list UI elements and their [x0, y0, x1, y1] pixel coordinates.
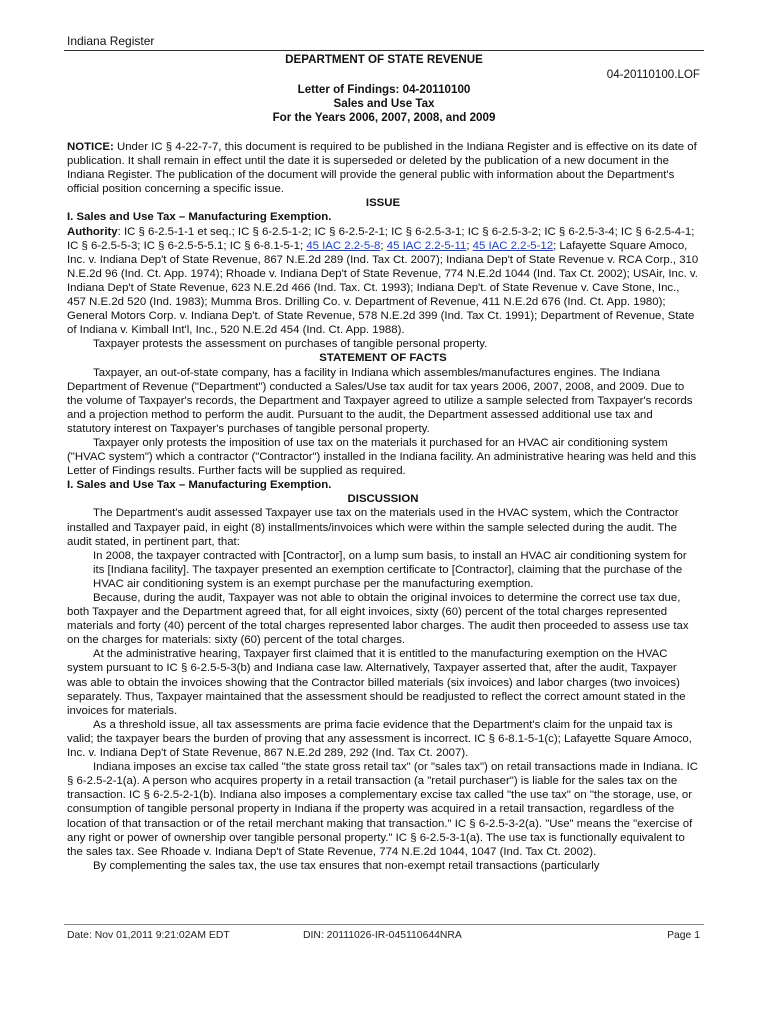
- discussion-heading: DISCUSSION: [347, 493, 419, 506]
- register-label: Indiana Register: [67, 34, 155, 48]
- tax-type-title: Sales and Use Tax: [333, 97, 435, 111]
- footer-rule: [64, 924, 704, 925]
- authority-text-pre: : IC § 6-2.5-1-1 et seq.; IC § 6-2.5-1-2; IC § 6-2.5-2-1; IC § 6-2.5-3-1; IC § 6-2.5-3-2; IC § 6-2.5-3-4; IC § 6-2.5-4-1; IC § 6-2.5-5-3; IC § 6-2.5-5-5.1; IC § 6-8.1-5-1;: [67, 225, 695, 252]
- footer-page-number: Page 1: [667, 930, 700, 941]
- authority-text-post: ; Lafayette Square Amoco, Inc. v. Indiana Dep't of State Revenue, 867 N.E.2d 289 (Ind. Tax Ct. 2007); Indiana Dep't of State Revenue v. RCA Corp., 310 N.E.2d 96 (Ind. Ct. App. 1974); Rhoade v. Indiana Dep't of State Revenue, 774 N.E.2d 1044 (Ind. Tax Ct. 2002); USAir, Inc. v. Indiana Dep't of State Revenue, 623 N.E.2d 466 (Ind. Tax. Ct. 1993); Indiana Dep't. of State Revenue v. Cave Stone, Inc., 457 N.E.2d 520 (Ind. 1983); Mumma Bros. Drilling Co. v. Department of Revenue, 411 N.E.2d 676 (Ind. Ct. App. 1980); General Motors Corp. v. Indiana Dep't. of State Revenue, 578 N.E.2d 399 (Ind. Tax Ct. 1991); Department of Revenue, State of Indiana v. Kimball Int'l, Inc., 520 N.E.2d 454 (Ind. Ct. App. 1988).: [67, 239, 699, 337]
- facts-heading: STATEMENT OF FACTS: [319, 352, 447, 365]
- issue-heading: ISSUE: [365, 197, 401, 210]
- link-45-iac-2-2-5-8[interactable]: 45 IAC 2.2-5-8: [306, 239, 381, 252]
- audit-quote: In 2008, the taxpayer contracted with [Contractor], on a lump sum basis, to install an HVAC air conditioning system for its [Indiana facility]. The taxpayer presented an exemption certificate to [Contractor], claiming that the purchase of the HVAC air conditioning system is an exempt purchase per the manufacturing exemption.: [93, 549, 687, 590]
- document-body: [67, 140, 699, 873]
- notice-label: NOTICE:: [67, 141, 114, 153]
- discussion-paragraph-4: As a threshold issue, all tax assessments are prima facie evidence that the Department's claim for the unpaid tax is valid; the taxpayer bears the burden of proving that any assessment is incorrect. IC § 6-8.1-5-1(c); Lafayette Square Amoco, Inc. v. Indiana Dep't of State Revenue, 867 N.E.2d 289, 292 (Ind. Tax Ct. 2007).: [67, 718, 692, 760]
- discussion-paragraph-6: By complementing the sales tax, the use tax ensures that non-exempt retail transactions (particularly: [93, 859, 600, 872]
- letter-title: Letter of Findings: 04-20110100: [297, 83, 471, 96]
- authority-sep-1: ;: [380, 239, 387, 252]
- title-block: [0, 83, 768, 126]
- header-rule: [64, 50, 704, 51]
- notice-text: Under IC § 4-22-7-7, this document is required to be published in the Indiana Register and is effective on its date of publication. It shall remain in effect until the date it is superseded or deleted by the publication of a new document in the Indiana Register. The publication of the document will provide the general public with information about the Department's official position concerning a specific issue.: [67, 141, 697, 196]
- discussion-paragraph-1: The Department's audit assessed Taxpayer use tax on the materials used in the HVAC system, which the Contractor installed and Taxpayer paid, in eight (8) installments/invoices which were within the sample selected during the audit. The audit stated, in pertinent part, that:: [67, 507, 679, 548]
- facts-paragraph-1: Taxpayer, an out-of-state company, has a facility in Indiana which assembles/manufactures engines. The Indiana Department of Revenue ("Department") conducted a Sales/Use tax audit for tax years 2006, 2007, 2008, and 2009. Due to the volume of Taxpayer's records, the Department and Taxpayer agreed to utilize a sample selected from Taxpayer's records and a projection method to perform the audit. Pursuant to the audit, the Department assessed additional use tax and statutory interest on Taxpayer's purchases of tangible personal property.: [67, 366, 693, 435]
- facts-paragraph-2: Taxpayer only protests the imposition of use tax on the materials it purchased for an HVAC air conditioning system ("HVAC system") which a contractor ("Contractor") installed in the Indiana facility. An administrative hearing was held and this Letter of Findings results. Further facts will be supplied as required.: [67, 436, 697, 478]
- authority-paragraph: [67, 225, 699, 338]
- discussion-paragraph-2: Because, during the audit, Taxpayer was not able to obtain the original invoices to determine the correct use tax due, both Taxpayer and the Department agreed that, for all eight invoices, sixty (60) percent of the total charges represented materials and forty (40) percent of the total charges represented labor charges. The audit then proceeded to assess use tax on the charges for materials: sixty (60) percent of the total charges.: [67, 592, 689, 647]
- notice-paragraph: [67, 140, 699, 196]
- link-45-iac-2-2-5-11[interactable]: 45 IAC 2.2-5-11: [386, 239, 467, 252]
- issue-title: I. Sales and Use Tax – Manufacturing Exemption.: [67, 211, 332, 224]
- department-heading: DEPARTMENT OF STATE REVENUE: [285, 53, 483, 66]
- footer-date: Date: Nov 01,2011 9:21:02AM EDT: [67, 930, 230, 941]
- document-id: 04-20110100.LOF: [606, 68, 700, 81]
- link-45-iac-2-2-5-12[interactable]: 45 IAC 2.2-5-12: [472, 239, 554, 252]
- authority-sep-2: ;: [466, 239, 473, 252]
- authority-label: Authority: [67, 225, 118, 238]
- discussion-paragraph-3: At the administrative hearing, Taxpayer first claimed that it is entitled to the manufacturing exemption on the HVAC system pursuant to IC § 6-2.5-5-3(b) and Indiana case law. Alternatively, Taxpayer asserted that, after the audit, Taxpayer was able to obtain the invoices showing that the Contractor billed materials (six invoices) and labor charges (two invoices) separately. Thus, Taxpayer maintained that the assessment should be readjusted to reflect the correct amount stated in the invoices for materials.: [67, 648, 686, 717]
- discussion-paragraph-5: Indiana imposes an excise tax called "the state gross retail tax" (or "sales tax") on retail transactions made in Indiana. IC § 6-2.5-2-1(a). A person who acquires property in a retail transaction (a "retail purchaser") is liable for the sales tax on the transaction. IC § 6-2.5-2-1(b). Indiana also imposes a complementary excise tax called "the use tax" on "the storage, use, or consumption of tangible personal property in Indiana if the property was acquired in a retail transaction, regardless of the location of that transaction or of the retail merchant making that transaction." IC § 6-2.5-3-2(a). "Use" means the "exercise of any right or power of ownership over tangible personal property." IC § 6-2.5-3-1(a). The use tax is functionally equivalent to the sales tax. See Rhoade v. Indiana Dep't of State Revenue, 774 N.E.2d 1044, 1047 (Ind. Tax Ct. 2002).: [67, 761, 698, 858]
- years-title: For the Years 2006, 2007, 2008, and 2009: [272, 111, 496, 125]
- protest-paragraph: Taxpayer protests the assessment on purchases of tangible personal property.: [93, 338, 488, 351]
- footer-din: DIN: 20111026-IR-045110644NRA: [303, 930, 462, 941]
- issue-title-repeat: I. Sales and Use Tax – Manufacturing Exemption.: [67, 479, 332, 492]
